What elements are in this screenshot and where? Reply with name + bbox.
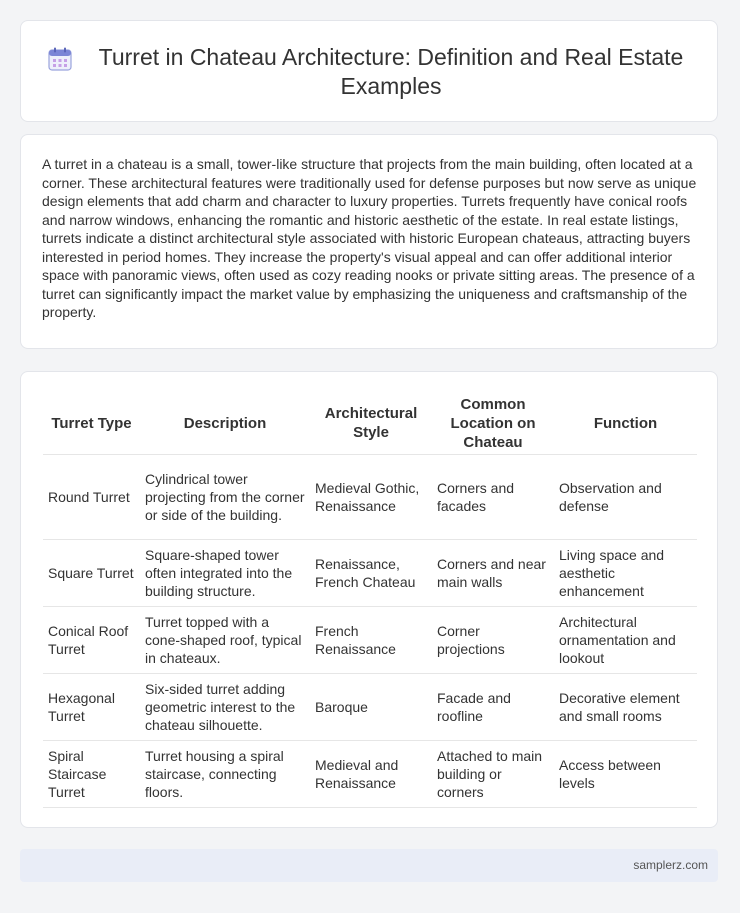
table-cell: Corners and near main walls bbox=[432, 540, 554, 607]
table-cell: Square Turret bbox=[43, 540, 140, 607]
table-cell: Observation and defense bbox=[554, 455, 697, 540]
table-cell: French Renaissance bbox=[310, 607, 432, 674]
column-header: Turret Type bbox=[43, 392, 140, 455]
table-cell: Square-shaped tower often integrated into the building structure. bbox=[140, 540, 310, 607]
table-cell: Corner projections bbox=[432, 607, 554, 674]
footer-bar bbox=[20, 849, 718, 882]
table-cell: Decorative element and small rooms bbox=[554, 674, 697, 741]
table-cell: Turret topped with a cone-shaped roof, typical in chateaux. bbox=[140, 607, 310, 674]
table-cell: Facade and roofline bbox=[432, 674, 554, 741]
table-cell: Turret housing a spiral staircase, connecting floors. bbox=[140, 741, 310, 808]
table-cell: Spiral Staircase Turret bbox=[43, 741, 140, 808]
table-cell: Medieval and Renaissance bbox=[310, 741, 432, 808]
table-row bbox=[43, 540, 697, 607]
table-cell: Living space and aesthetic enhancement bbox=[554, 540, 697, 607]
table-cell: Conical Roof Turret bbox=[43, 607, 140, 674]
intro-paragraph: A turret in a chateau is a small, tower-like structure that projects from the main building, often located at a corner. These architectural features were traditionally used for defense purposes but now serve as unique design elements that add charm and character to luxury properties. Turrets frequently have conical roofs and narrow windows, enhancing the romantic and historic aesthetic of the estate. In real estate listings, turrets indicate a distinct architectural style associated with historic European chateaus, attracting buyers interested in period homes. They increase the property's visual appeal and can offer additional interior space with panoramic views, often used as cozy reading nooks or private sitting areas. The presence of a turret can significantly impact the market value by emphasizing the uniqueness and craftsmanship of the property. bbox=[42, 156, 697, 320]
table-row bbox=[43, 741, 697, 808]
table-cell: Attached to main building or corners bbox=[432, 741, 554, 808]
column-header: Architectural Style bbox=[310, 392, 432, 455]
column-header: Function bbox=[554, 392, 697, 455]
table-cell: Cylindrical tower projecting from the corner or side of the building. bbox=[140, 455, 310, 540]
table-cell: Medieval Gothic, Renaissance bbox=[310, 455, 432, 540]
table-cell: Access between levels bbox=[554, 741, 697, 808]
page-title: Turret in Chateau Architecture: Definition and Real Estate Examples bbox=[98, 44, 684, 99]
table-cell: Corners and facades bbox=[432, 455, 554, 540]
column-header: Description bbox=[140, 392, 310, 455]
table-card bbox=[20, 371, 718, 828]
table-row bbox=[43, 455, 697, 540]
table-row bbox=[43, 607, 697, 674]
turret-table bbox=[43, 392, 697, 808]
table-header-row bbox=[43, 392, 697, 455]
table-cell: Six-sided turret adding geometric interest to the chateau silhouette. bbox=[140, 674, 310, 741]
intro-card bbox=[20, 134, 718, 349]
table-cell: Round Turret bbox=[43, 455, 140, 540]
column-header: Common Location on Chateau bbox=[432, 392, 554, 455]
footer-site-link[interactable]: samplerz.com bbox=[633, 858, 708, 872]
table-cell: Architectural ornamentation and lookout bbox=[554, 607, 697, 674]
table-cell: Renaissance, French Chateau bbox=[310, 540, 432, 607]
table-cell: Hexagonal Turret bbox=[43, 674, 140, 741]
table-row bbox=[43, 674, 697, 741]
table-cell: Baroque bbox=[310, 674, 432, 741]
header-card bbox=[20, 20, 718, 122]
